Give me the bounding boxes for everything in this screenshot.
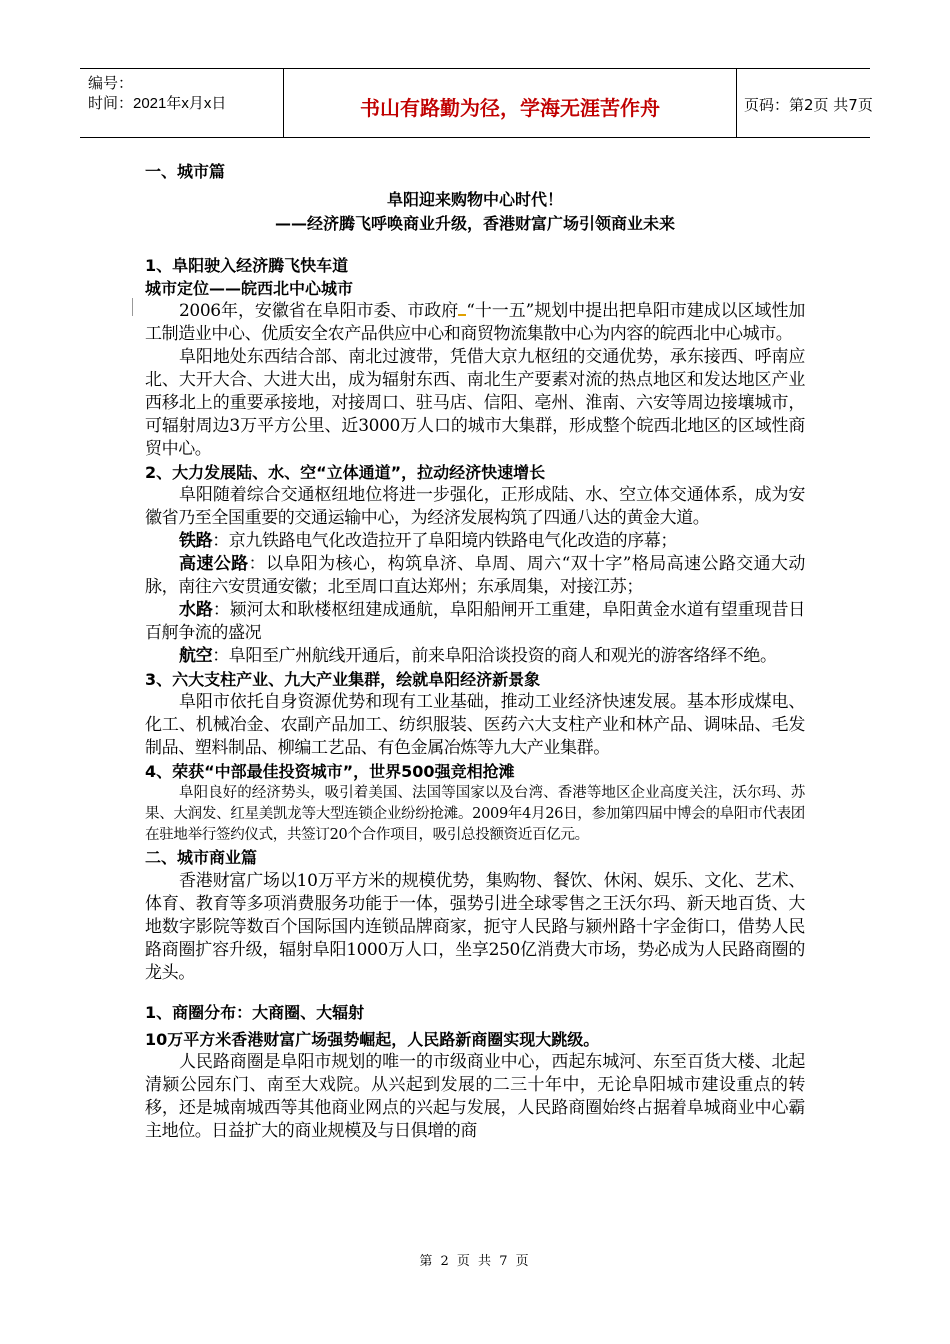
header-meta-cell <box>80 69 283 137</box>
paragraph-part: “十一五”规划中提出把阜阳市建成以区域性加工制造业中心、优质安全农产品供应中心和商贸物流集散中心为内容的皖西北中心城市。 <box>145 301 805 344</box>
subsection-heading-commerce-1: 1、商圈分布：大商圈、大辐射 <box>145 1003 365 1022</box>
paragraph-air <box>145 645 805 668</box>
paragraph-highway <box>145 553 805 599</box>
article-subtitle: ——经济腾飞呼唤商业升级，香港财富广场引领商业未来 <box>274 214 675 233</box>
highway-label: 高速公路 <box>179 554 249 574</box>
margin-marker <box>132 298 133 316</box>
subsection-heading-4: 4、荣获“中部最佳投资城市”，世界500强竞相抢滩 <box>145 762 515 781</box>
page-footer: 第 2 页 共 7 页 <box>419 1254 531 1269</box>
paragraph: 阜阳随着综合交通枢纽地位将进一步强化，正形成陆、水、空立体交通体系，成为安徽省乃至全国重要的交通运输中心，为经济发展构筑了四通八达的黄金大道。 <box>145 485 805 528</box>
subsection-heading-1: 1、阜阳驶入经济腾飞快车道 <box>145 256 349 275</box>
air-text: ：阜阳至广州航线开通后，前来阜阳洽谈投资的商人和观光的游客络绎不绝。 <box>212 646 777 666</box>
document-time-label: 时间：2021年x月x日 <box>88 95 227 112</box>
header-page-cell <box>736 69 873 137</box>
rail-text: ：京九铁路电气化改造拉开了阜阳境内铁路电气化改造的序幕； <box>212 531 678 551</box>
rail-label: 铁路 <box>179 531 213 551</box>
paragraph: 阜阳地处东西结合部、南北过渡带，凭借大京九枢纽的交通优势，承东接西、呼南应北、大开大合、大进大出，成为辐射东西、南北生产要素对流的热点地区和发达地区产业西移北上的重要承接地，对接周口、驻马店、信阳、亳州、淮南、六安等周边接壤城市，可辐射周边3万平方公里、近3000万人口的城市大集群，形成整个皖西北地区的区域性商贸中心。 <box>145 347 805 459</box>
document-body <box>145 160 805 1143</box>
air-label: 航空 <box>179 646 213 666</box>
text-cursor-icon <box>458 300 466 316</box>
subsection-heading-2: 2、大力发展陆、水、空“立体通道”，拉动经济快速增长 <box>145 463 546 482</box>
section-heading-city: 一、城市篇 <box>145 162 226 181</box>
paragraph: 香港财富广场以10万平方米的规模优势，集购物、餐饮、休闲、娱乐、文化、艺术、体育、教育等多项消费服务功能于一体，强势引进全球零售之王沃尔玛、新天地百货、大地数字影院等数百个国际国内连锁品牌商家，扼守人民路与颍州路十字金街口，借势人民路商圈扩容升级，辐射阜阳1000万人口，坐享250亿消费大市场，势必成为人民路商圈的龙头。 <box>145 871 805 983</box>
highway-text: ：以阜阳为核心，构筑阜济、阜周、周六“双十字”格局高速公路交通大动脉，南往六安贯通安徽；北至周口直达郑州；东承周集，对接江苏； <box>145 554 805 597</box>
subsection-subheading-1: 城市定位——皖西北中心城市 <box>145 279 354 298</box>
header-page-info: 页码：第2页 共7页 <box>744 96 873 114</box>
subsection-heading-3: 3、六大支柱产业、九大产业集群，绘就阜阳经济新景象 <box>145 670 541 689</box>
article-title: 阜阳迎来购物中心时代！ <box>386 190 563 209</box>
document-header <box>80 68 873 138</box>
paragraph-water <box>145 599 805 645</box>
water-label: 水路 <box>179 600 213 620</box>
water-text: ：颍河太和耿楼枢纽建成通航，阜阳船闸开工重建，阜阳黄金水道有望重现昔日百舸争流的盛况 <box>145 600 805 643</box>
paragraph <box>145 300 805 346</box>
subsection-subheading-commerce-1: 10万平方米香港财富广场强势崛起，人民路新商圈实现大跳级。 <box>145 1030 600 1049</box>
paragraph-part: 2006年，安徽省在阜阳市委、市政府 <box>179 301 459 321</box>
header-motto: 书山有路勤为径，学海无涯苦作舟 <box>360 96 660 120</box>
paragraph: 阜阳良好的经济势头，吸引着美国、法国等国家以及台湾、香港等地区企业高度关注，沃尔玛、苏果、大润发、红星美凯龙等大型连锁企业纷纷抢滩。2009年4月26日，参加第四届中博会的阜阳市代表团在驻地举行签约仪式，共签订20个合作项目，吸引总投额资近百亿元。 <box>145 785 805 843</box>
paragraph-rail <box>145 530 805 553</box>
header-motto-cell <box>283 69 737 137</box>
paragraph: 人民路商圈是阜阳市规划的唯一的市级商业中心，西起东城河、东至百货大楼、北起清颍公园东门、南至大戏院。从兴起到发展的二三十年中，无论阜阳城市建设重点的转移，还是城南城西等其他商业网点的兴起与发展，人民路商圈始终占据着阜城商业中心霸主地位。日益扩大的商业规模及与日俱增的商 <box>145 1052 805 1141</box>
paragraph: 阜阳市依托自身资源优势和现有工业基础，推动工业经济快速发展。基本形成煤电、化工、机械冶金、农副产品加工、纺织服装、医药六大支柱产业和林产品、调味品、毛发制品、塑料制品、柳编工艺品、有色金属冶炼等九大产业集群。 <box>145 692 805 758</box>
section-heading-commerce: 二、城市商业篇 <box>145 848 258 867</box>
document-number-label: 编号： <box>88 75 134 92</box>
